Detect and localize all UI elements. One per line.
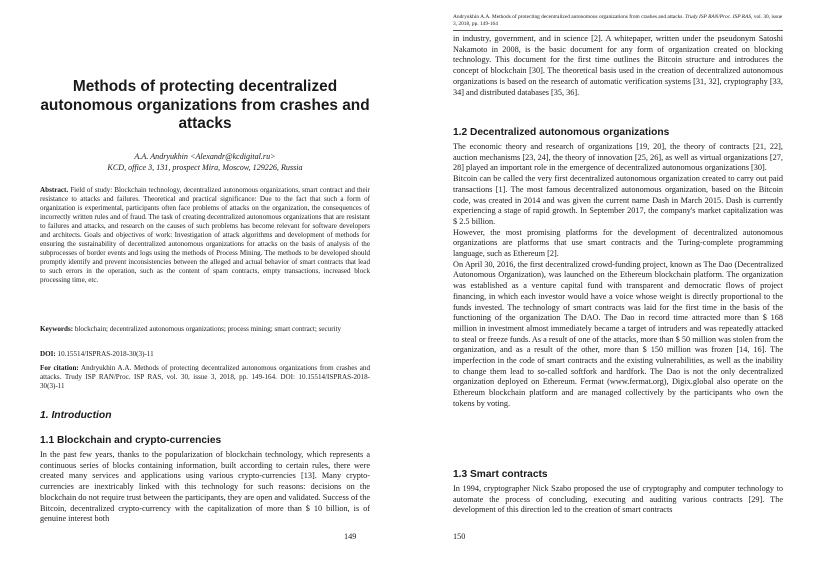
author-line: A.A. Andryukhin <Alexandr@kcdigital.ru>	[134, 152, 276, 161]
subsection-heading-smart-contracts: 1.3 Smart contracts	[453, 469, 548, 480]
subsection-heading-dao: 1.2 Decentralized autonomous organizations	[453, 127, 670, 138]
page-number-left: 149	[344, 532, 357, 541]
running-head-plain: Andryukhin A.A. Methods of protecting decentralized autonomous organizations from crashes and attacks.	[453, 14, 684, 20]
citation-text: Andryukhin A.A. Methods of protecting decentralized autonomous organizations from crashes and attacks. Trudy ISP RAN/Proc. ISP RAS, vol. 30, issue 3, 2018, pp. 149-164. DOI: 10.15514/ISPRAS-2018-30(3)-11	[40, 364, 370, 390]
running-head-journal: Trudy ISP RAN/Proc. ISP RAS,	[685, 14, 753, 20]
paragraph-blockchain: In the past few years, thanks to the popularization of blockchain technology, which represents a continuous series of blocks containing information, built according to certain rules, there were created many services and applications using various crypto-currencies [13]. Many crypto-currencies are inextricably linked with this technology for such reasons: decisions on the blockchain do not require trust between the participants, they are open and validated. Success of the Bitcoin, decentralized crypto-currency with the capitalization of more than $ 10 billion, is of genuine interest both	[40, 450, 370, 524]
abstract	[40, 186, 370, 284]
paper-title: Methods of protecting decentralized autonomous organizations from crashes and attacks	[40, 78, 370, 133]
paragraph-dao-theory: The economic theory and research of organizations [19, 20], the theory of contracts [21, 22], auction mechanisms [23, 24], the theory of innovation [25, 26], as well as virtual organizations [27, 28] played an important role in the emergence of decentralized autonomous organizations [30].	[453, 142, 783, 173]
right-page	[410, 0, 820, 580]
paragraph-dao-bitcoin: Bitcoin can be called the very first decentralized autonomous organization created to carry out paid transactions [1]. The most famous decentralized autonomous organization, based on the Bitcoin code, was created in 2014 and was given the current name Dash in March 2015. Dash is currently experiencing a stage of rapid growth. In September 2017, the company's market capitalization was $ 2.5 billion.	[453, 174, 783, 226]
keywords-text: blockchain; decentralized autonomous organizations; process mining; smart contract; security	[74, 325, 342, 333]
dao-section-body	[453, 142, 783, 410]
section-heading-introduction: 1. Introduction	[40, 410, 112, 421]
page-number-right: 150	[453, 532, 466, 541]
paragraph-dao-history: On April 30, 2016, the first decentralized crowd-funding project, known as The Dao (Decentralized Autonomous Organization), was launched on the Ethereum blockchain platform. The organization was established as a venture capital fund with transparent and democratic flows of project financing, in which each investor would have a voice whose weight is directly proportional to the funds invested. The technology of smart contracts was laid for the first time in the basis of the functioning of the organization The DAO. The Dao in record time attracted more than $ 168 million in investment almost immediately became a target of intruders and was repeatedly attacked to steal or freeze funds. As a result of one of the attacks, more than $ 50 million was stolen from the organization, and as a result of the other, more than $ 150 million was frozen [14, 16]. The imperfection in the code of smart contracts and the existing vulnerabilities, as well as the inability to change them lead to so-called softfork and hardfork. The Dao is not the only decentralized organization deployed on Ethereum. Fermat (www.fermat.org), Digix.global also operate on the Ethereum blockchain platform and are managed collectively by the participants who own the tokens by voting.	[453, 259, 783, 408]
paragraph-smart-contracts: In 1994, cryptographer Nick Szabo proposed the use of cryptography and computer technology to automate the process of concluding, executing and auditing various contracts [29]. The development of this direction led to the creation of smart contracts	[453, 484, 783, 515]
keywords-label: Keywords:	[40, 325, 74, 333]
doi	[40, 350, 370, 359]
abstract-label: Abstract.	[40, 186, 69, 194]
keywords	[40, 325, 370, 334]
running-head-rule	[453, 30, 783, 31]
citation-label: For citation:	[40, 364, 79, 372]
doi-text: 10.15514/ISPRAS-2018-30(3)-11	[57, 350, 154, 358]
running-head-tail: vol. 30, issue 3, 2018, pp. 149-164	[453, 14, 783, 28]
subsection-heading-blockchain: 1.1 Blockchain and crypto-currencies	[40, 435, 222, 446]
affiliation-line: KCD, office 3, 131, prospect Mira, Moscow, 129226, Russia	[107, 163, 303, 172]
running-head	[453, 14, 783, 28]
abstract-text: Field of study: Blockchain technology, decentralized autonomous organizations, smart contract and their resistance to attacks and failures. Theoretical and practical significance: Due to the fact that such a form of organization is experimental, participants often face problems of attacks on the organization, the consequences of incorrectly written rules and of fraud. The task of creating decentralized autonomous organizations that are resistant to failures and attacks, and research on the causes of such problems has become relevant for software developers and architects. Goals and objectives of work: Investigation of attack algorithms and development of methods for ensuring the sustainability of decentralized autonomous organizations for attacks on the basis of analysis of the subprocesses of border events and logs using the methods of Process Mining. The methods to be developed should promptly identify and prevent inconsistencies between the alleged and actual behavior of smart contracts that lead to such errors in the operation, such as the content of spam contracts, empty transactions, increased block processing time, etc.	[40, 186, 370, 284]
paragraph-dao-platforms: However, the most promising platforms for the development of decentralized autonomous organizations are platforms that use smart contracts and the Turing-complete programming language, such as Ethereum [2].	[453, 227, 783, 259]
doi-label: DOI:	[40, 350, 56, 358]
paragraph-continued: in industry, government, and in science [2]. A whitepaper, written under the pseudonym Satoshi Nakamoto in 2008, is the basic document for any form of organization created on blocking technology. This document for the first time outlines the Bitcoin structure and introduces the concept of blockchain [30]. The theoretical basis used in the creation of decentralized autonomous organizations is based on the research of automatic verification systems [31, 32], cryptography [33, 34] and distributed databases [35, 36].	[453, 34, 783, 97]
citation	[40, 364, 370, 391]
